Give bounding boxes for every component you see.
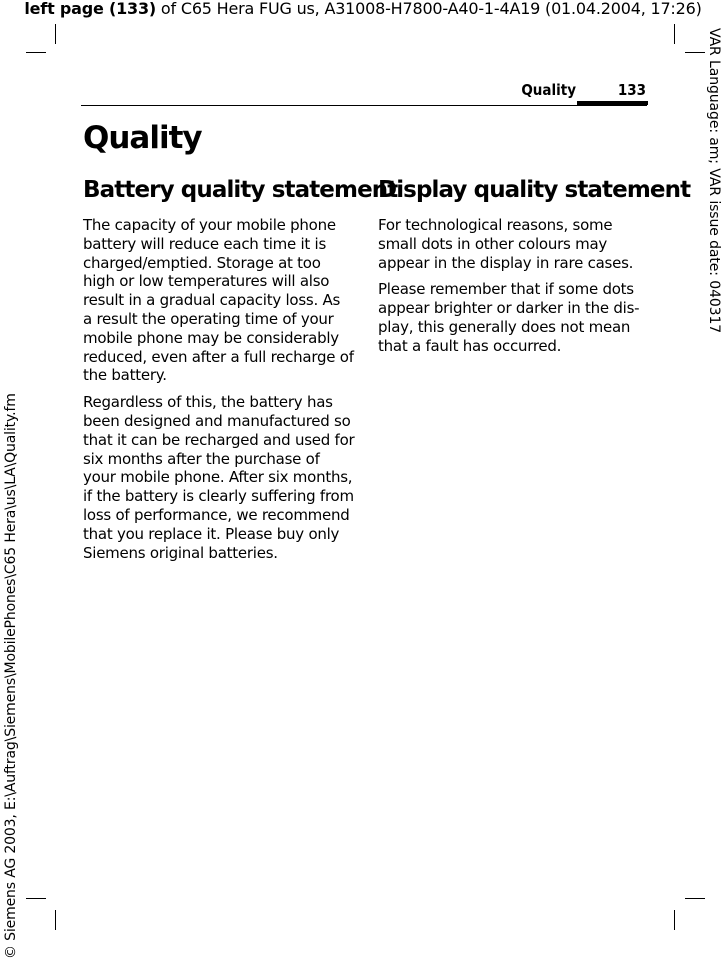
text-line: Siemens original batteries. bbox=[83, 543, 278, 562]
text-line: reduced, even after a full recharge of bbox=[83, 347, 354, 366]
paragraph bbox=[83, 393, 355, 562]
text-line: that a fault has occurred. bbox=[378, 336, 562, 355]
side-note-language: VAR Language: am; VAR issue date: 040317 bbox=[706, 28, 722, 334]
crop-mark-top-left-h bbox=[26, 52, 46, 53]
page-number: 133 bbox=[617, 81, 646, 99]
text-line: that it can be recharged and used for bbox=[83, 430, 355, 449]
text-line: that you replace it. Please buy only bbox=[83, 524, 340, 543]
section-heading: Battery quality statement bbox=[83, 177, 398, 203]
text-line: the battery. bbox=[83, 366, 167, 385]
text-line: loss of performance, we recommend bbox=[83, 505, 350, 524]
text-line: Please remember that if some dots bbox=[378, 280, 634, 299]
paragraph bbox=[378, 216, 644, 272]
text-line: six months after the purchase of bbox=[83, 449, 320, 468]
text-line: if the battery is clearly suffering from bbox=[83, 487, 354, 506]
text-line: high or low temperatures will also bbox=[83, 272, 330, 291]
running-head-title: Quality bbox=[521, 81, 576, 99]
running-head bbox=[480, 81, 648, 107]
text-line: For technological reasons, some bbox=[378, 216, 613, 234]
crop-mark-top-left-v bbox=[55, 24, 56, 44]
header-rule bbox=[81, 105, 647, 106]
text-line: a result the operating time of your bbox=[83, 309, 334, 328]
section-display bbox=[378, 174, 691, 364]
text-line: appear brighter or darker in the dis- bbox=[378, 299, 640, 318]
page-title: Quality bbox=[83, 120, 202, 156]
text-line: your mobile phone. After six months, bbox=[83, 468, 353, 487]
side-note-copyright: © Siemens AG 2003, E:\Auftrag\Siemens\MobilePhones\C65 Hera\us\LA\Quality.fm bbox=[3, 393, 19, 959]
paragraph bbox=[378, 280, 644, 355]
slug-page-label: left page (133) bbox=[24, 0, 157, 18]
text-line: mobile phone may be considerably bbox=[83, 328, 339, 347]
text-line: Regardless of this, the battery has bbox=[83, 393, 333, 412]
section-heading: Display quality statement bbox=[378, 177, 691, 203]
text-line: appear in the display in rare cases. bbox=[378, 253, 634, 272]
crop-mark-bottom-right-v bbox=[674, 910, 675, 930]
paragraph bbox=[83, 216, 354, 385]
text-line: battery will reduce each time it is bbox=[83, 234, 327, 253]
crop-mark-top-right-v bbox=[674, 24, 675, 44]
crop-mark-top-right-h bbox=[685, 52, 705, 53]
text-line: The capacity of your mobile phone bbox=[83, 216, 336, 234]
crop-mark-bottom-right-h bbox=[685, 898, 705, 899]
text-line: small dots in other colours may bbox=[378, 234, 608, 253]
text-line: result in a gradual capacity loss. As bbox=[83, 291, 341, 310]
text-line: been designed and manufactured so bbox=[83, 411, 351, 430]
text-line: charged/emptied. Storage at too bbox=[83, 253, 321, 272]
crop-mark-bottom-left-h bbox=[26, 898, 46, 899]
section-battery bbox=[83, 174, 398, 570]
slug-details: of C65 Hera FUG us, A31008-H7800-A40-1-4A19 (01.04.2004, 17:26) bbox=[156, 0, 702, 18]
text-line: play, this generally does not mean bbox=[378, 317, 631, 336]
crop-mark-bottom-left-v bbox=[55, 910, 56, 930]
document-slug bbox=[0, 0, 726, 18]
